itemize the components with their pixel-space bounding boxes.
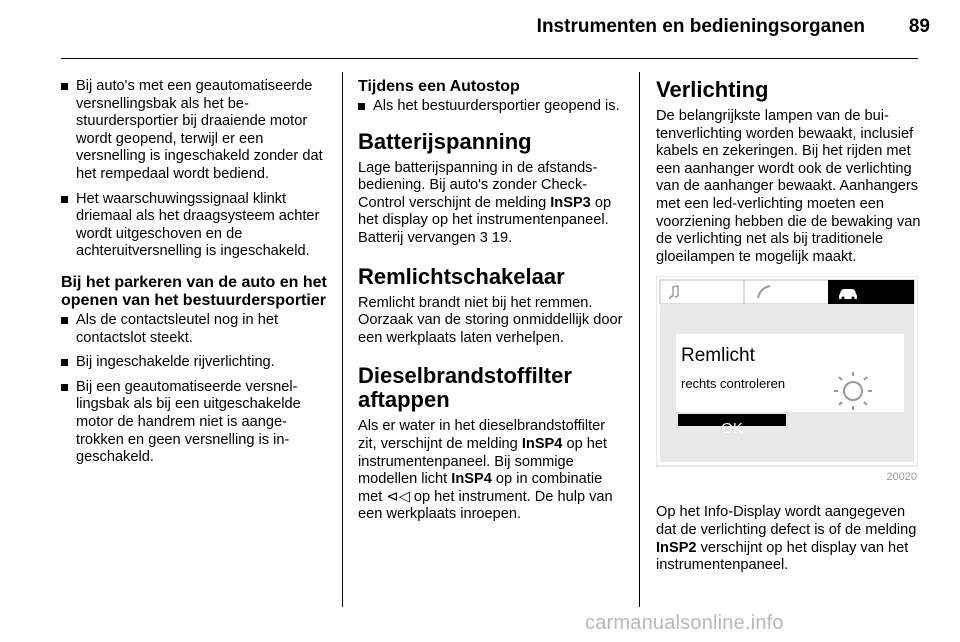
bullet-item	[61, 379, 329, 467]
section-heading-parking: Bij het parkeren van de auto en het openen van het bestuurdersportier	[61, 273, 327, 309]
lighting-text: Op het Info-Display wordt aangegeven dat de verlichting defect is of de melding	[656, 504, 917, 538]
section-heading-brakelight: Remlichtschakelaar	[358, 263, 565, 289]
page-header-title: Instrumenten en bedieningsorganen	[536, 16, 865, 37]
car-icon	[839, 289, 857, 300]
bullet-item	[61, 312, 329, 347]
lighting-paragraph: De belangrijkste lampen van de buitenverlichting worden bewaakt, inclusief kabels en zekeringen. Bij het rijden met een aanhanger wordt ook de verlichting van de aanhanger bewaakt. Aanhangers met een led-verlichting moeten een voorziening hebben die de bewaking van de verlichting net als bij traditionele gloeilampen te mogelijk maakt.	[656, 108, 921, 265]
display-message-title: Remlicht	[681, 345, 755, 367]
bullet-square-icon	[61, 83, 68, 90]
page-ref-arrow-icon: 3	[479, 229, 488, 246]
bullet-square-icon	[61, 317, 68, 324]
display-ok-button: OK	[721, 420, 743, 438]
code-insp4: InSP4	[451, 471, 492, 488]
diesel-paragraph	[358, 418, 623, 524]
diesel-text: op het instrument. De hulp van een werkplaats inroepen.	[358, 488, 613, 523]
lighting-defect-paragraph	[656, 504, 921, 574]
bullet-text: Het waarschuwingssignaal klinkt driemaal als het draagsysteem achter wordt uitgeschoven en de achteruitversnelling is ingeschakeld.	[76, 190, 320, 260]
bullet-square-icon	[358, 103, 365, 110]
column-divider-2	[639, 72, 640, 607]
bullet-square-icon	[61, 384, 68, 391]
code-insp4: InSP4	[521, 435, 563, 452]
display-message-subtitle: rechts controleren	[681, 376, 786, 392]
section-heading-lighting: Verlichting	[656, 77, 769, 102]
bullet-item	[358, 98, 623, 116]
bullet-square-icon	[61, 359, 68, 366]
bullet-item	[61, 191, 329, 261]
page-ref: 19.	[487, 229, 513, 246]
figure-number: 20020	[886, 471, 917, 484]
code-insp3: InSP3	[550, 194, 591, 211]
diesel-text: Als er water in het dieselbrandstoffilter zit, verschijnt de melding	[358, 418, 606, 452]
watermark: carmanualsonline.info	[585, 612, 784, 634]
bullet-text: Als het bestuurdersportier geopend is.	[373, 98, 620, 114]
section-heading-autostop: Tijdens een Autostop	[358, 78, 520, 95]
page-number: 89	[908, 16, 930, 37]
bullet-text: Als de contactsleutel nog in het contactslot steekt.	[76, 311, 279, 346]
column-middle	[358, 78, 623, 524]
section-heading-battery: Batterijspanning	[358, 128, 532, 154]
bullet-square-icon	[61, 196, 68, 203]
bullet-text: Bij auto's met een geautomatiseerde versnellingsbak als het bestuurdersportier bij draaiende motor wordt geopend, terwijl er een versnelling is ingeschakeld zonder dat het rempedaal wordt bediend.	[76, 78, 323, 182]
battery-text: op het display op het instrumentenpaneel. Batterij vervangen	[358, 194, 612, 246]
diesel-filter-icon: ⊲◁	[386, 488, 410, 505]
battery-paragraph	[358, 160, 623, 248]
section-heading-diesel: Dieselbrandstoffilter aftappen	[358, 363, 572, 413]
column-right	[656, 78, 921, 575]
bullet-text: Bij een geautomatiseerde versnellingsbak als bij een uitgeschakelde motor de handrem niet is aangetrokken en geen versnelling is ingeschakeld.	[76, 378, 301, 466]
battery-text: Lage batterijspanning in de afstandsbediening. Bij auto's zonder Check-Control verschijnt de melding	[358, 159, 598, 211]
brakelight-paragraph: Remlicht brandt niet bij het remmen. Oorzaak van de storing onmiddellijk door een werkplaats laten verhelpen.	[358, 294, 623, 346]
code-insp2: InSP2	[656, 539, 697, 556]
info-display-figure	[656, 276, 918, 488]
diesel-text: op in combinatie met	[358, 471, 603, 505]
diesel-text: op het instrumentenpaneel. Bij sommige modellen licht	[358, 435, 608, 488]
header-divider	[61, 58, 918, 59]
lighting-text: verschijnt op het display van het instrumentenpaneel.	[656, 539, 909, 574]
column-divider-1	[342, 72, 343, 607]
bullet-text: Bij ingeschakelde rijverlichting.	[76, 354, 275, 371]
bullet-item	[61, 78, 329, 184]
bullet-item	[61, 354, 329, 372]
column-left	[61, 78, 329, 474]
